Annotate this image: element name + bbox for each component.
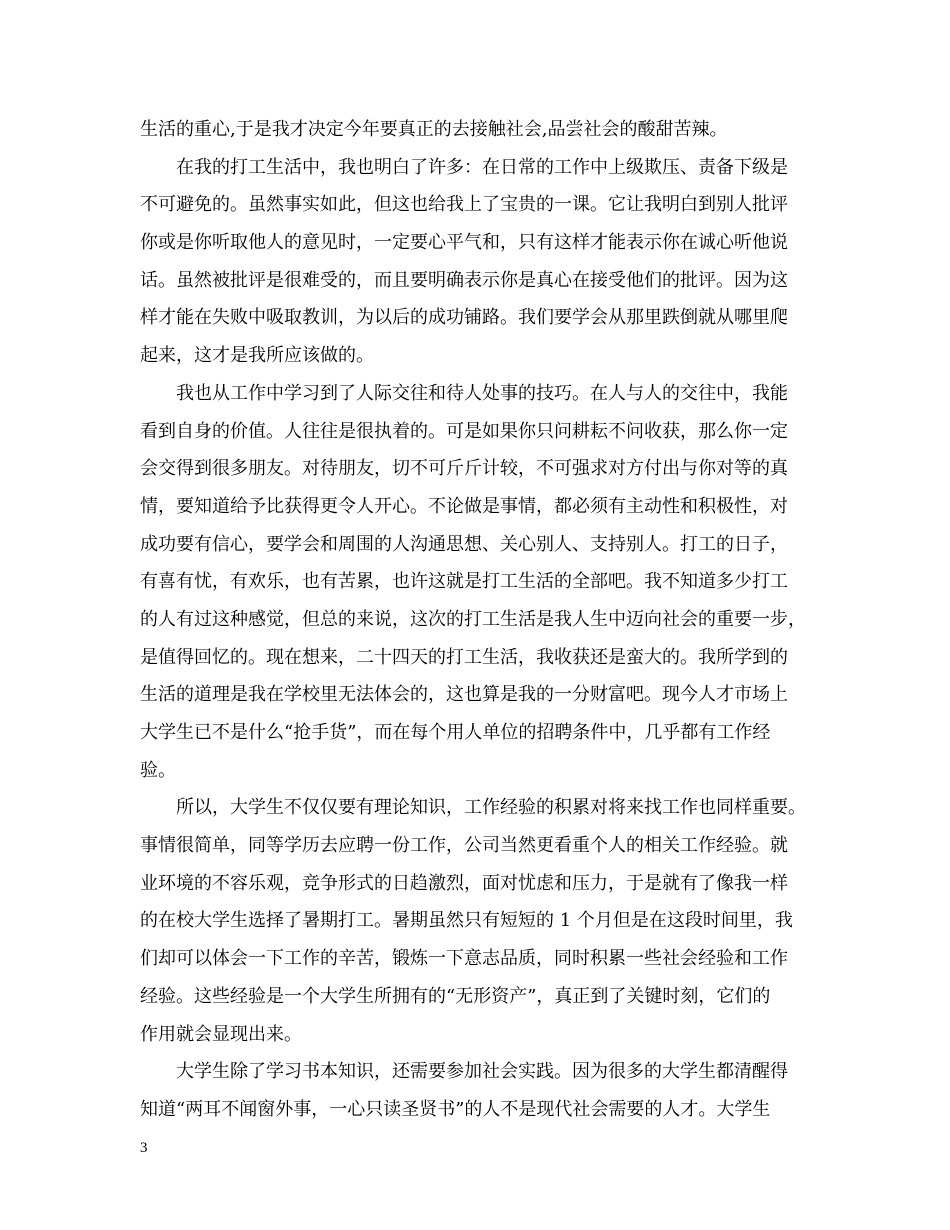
text-line: 话。虽然被批评是很难受的，而且要明确表示你是真心在接受他们的批评。因为这: [140, 269, 788, 291]
text-line: 的在校大学生选择了暑期打工。暑期虽然只有短短的 1 个月但是在这段时间里，我: [140, 910, 793, 932]
text-line: 大学生已不是什么“抢手货”，而在每个用人单位的招聘条件中，几乎都有工作经: [140, 722, 771, 743]
text-line: 成功要有信心，要学会和周围的人沟通思想、关心别人、支持别人。打工的日子，: [140, 533, 788, 555]
text-line: 经验。这些经验是一个大学生所拥有的“无形资产”，真正到了关键时刻，它们的: [140, 985, 771, 1007]
text-line: 生活的重心,于是我才决定今年要真正的去接触社会,品尝社会的酸甜苦辣。: [140, 119, 728, 140]
text-line: 知道“两耳不闻窗外事，一心只读圣贤书”的人不是现代社会需要的人才。大学生: [140, 1098, 771, 1120]
text-line: 情，要知道给予比获得更令人开心。不论做是事情，都必须有主动性和积极性，对: [140, 495, 788, 517]
paragraph-first-line: 所以，大学生不仅仅要有理论知识，工作经验的积累对将来找工作也同样重要。: [176, 797, 806, 819]
text-line: 有喜有忧，有欢乐，也有苦累，也许这就是打工生活的全部吧。我不知道多少打工: [140, 571, 788, 593]
text-line: 看到自身的价值。人往往是很执着的。可是如果你只问耕耘不问收获，那么你一定: [140, 420, 788, 442]
paragraph-first-line: 在我的打工生活中，我也明白了许多：在日常的工作中上级欺压、责备下级是: [176, 156, 788, 178]
text-line: 样才能在失败中吸取教训，为以后的成功铺路。我们要学会从那里跌倒就从哪里爬: [140, 307, 788, 329]
text-line: 的人有过这种感觉，但总的来说，这次的打工生活是我人生中迈向社会的重要一步，: [140, 608, 806, 630]
paragraph-first-line: 大学生除了学习书本知识，还需要参加社会实践。因为很多的大学生都清醒得: [176, 1061, 788, 1083]
body-text: [140, 111, 820, 1129]
page-number: 3: [140, 1140, 148, 1156]
text-line: 验。: [140, 759, 176, 781]
text-line: 起来，这才是我所应该做的。: [140, 345, 374, 367]
text-line: 生活的道理是我在学校里无法体会的，这也算是我的一分财富吧。现今人才市场上: [140, 684, 788, 706]
text-line: 不可避免的。虽然事实如此，但这也给我上了宝贵的一课。它让我明白到别人批评: [140, 194, 788, 216]
text-line: 事情很简单，同等学历去应聘一份工作，公司当然更看重个人的相关工作经验。就: [140, 835, 788, 857]
text-line: 业环境的不容乐观，竞争形式的日趋激烈，面对忧虑和压力，于是就有了像我一样: [140, 872, 788, 894]
text-line: 是值得回忆的。现在想来，二十四天的打工生活，我收获还是蛮大的。我所学到的: [140, 646, 788, 668]
paragraph-first-line: 我也从工作中学习到了人际交往和待人处事的技巧。在人与人的交往中，我能: [176, 382, 788, 404]
text-line: 会交得到很多朋友。对待朋友，切不可斤斤计较，不可强求对方付出与你对等的真: [140, 458, 788, 480]
text-line: 们却可以体会一下工作的辛苦，锻炼一下意志品质，同时积累一些社会经验和工作: [140, 948, 788, 970]
text-line: 作用就会显现出来。: [140, 1023, 302, 1045]
text-line: 你或是你听取他人的意见时，一定要心平气和，只有这样才能表示你在诚心听他说: [140, 232, 788, 254]
